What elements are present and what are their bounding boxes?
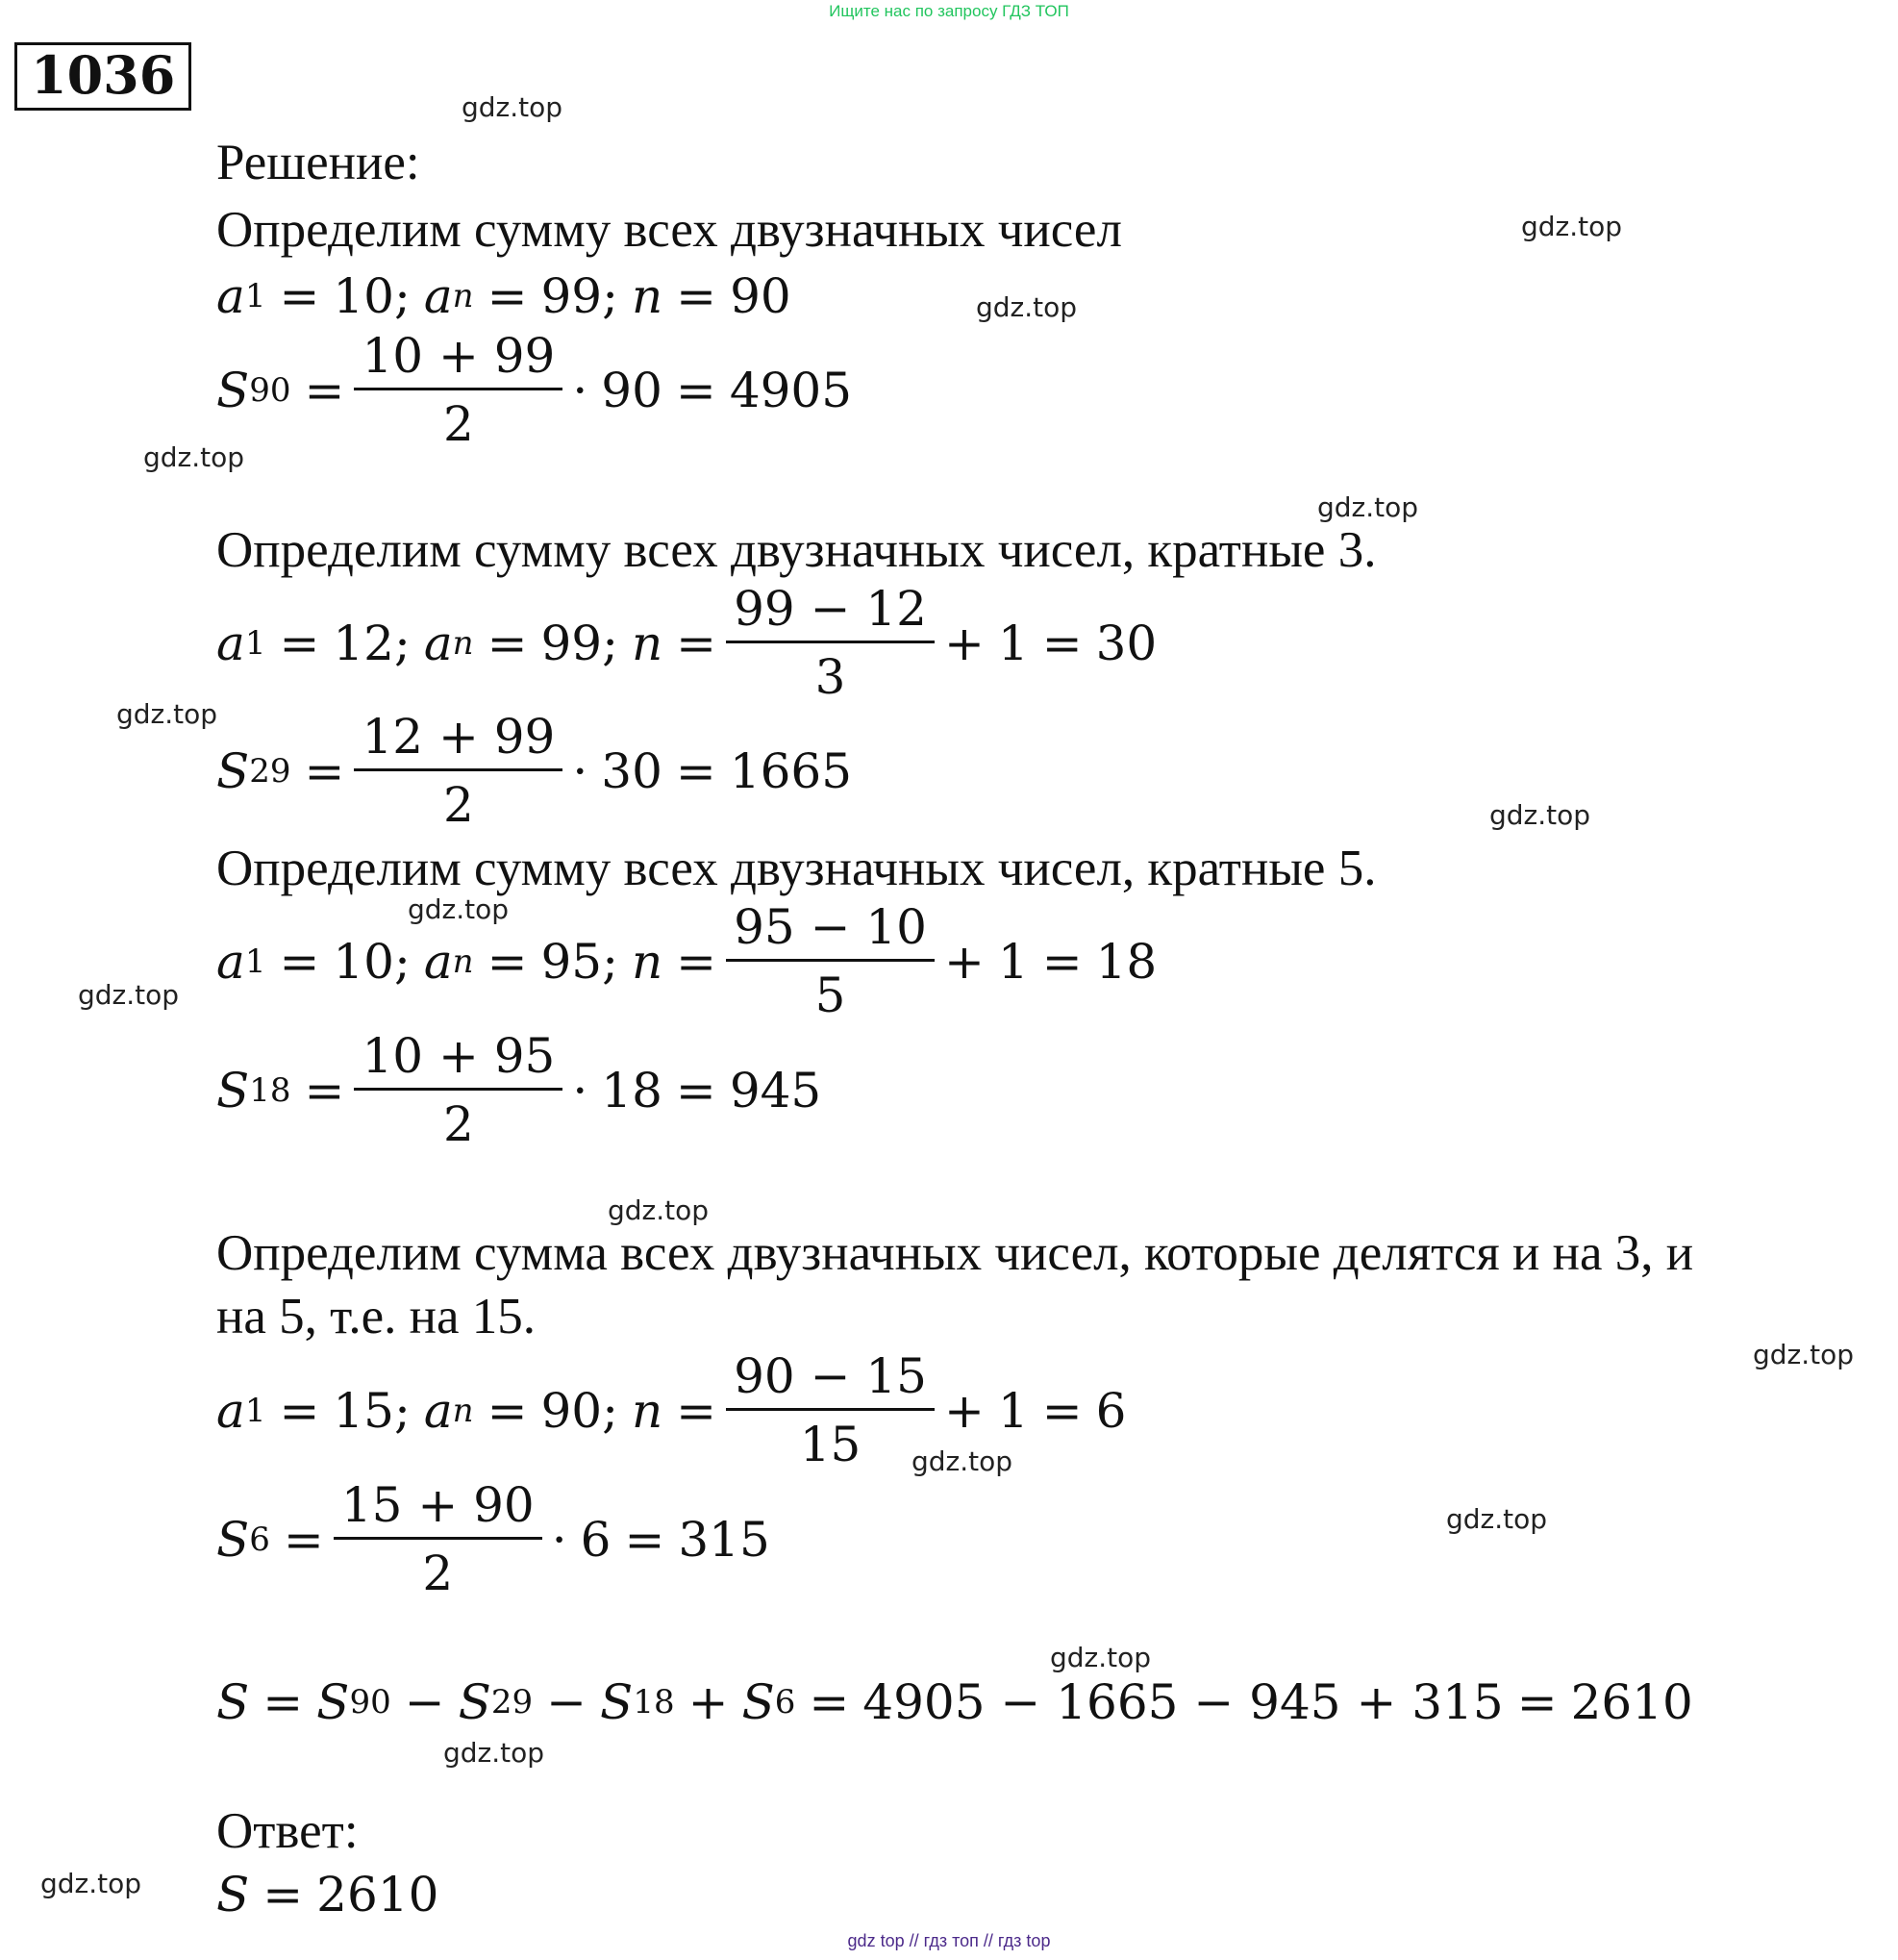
total-formula: S = S 90 − S 29 − S 18 + S 6 = 4905 − 1665 − 945 + 315 = 2610	[216, 1674, 1693, 1730]
footer-watermark: gdz top // гдз топ // гдз top	[847, 1931, 1051, 1950]
watermark: gdz.top	[443, 1737, 545, 1769]
solution-label: Решение:	[216, 135, 420, 190]
section-1-sum-fraction: $\frac{10 + 99}{2}$	[354, 332, 562, 448]
watermark: gdz.top	[143, 441, 245, 473]
section-2-n-fraction: $\frac{99 - 12}{3}$	[726, 585, 935, 701]
watermark: gdz.top	[408, 893, 510, 925]
section-3-n-fraction: $\frac{95 - 10}{5}$	[726, 903, 935, 1019]
watermark: gdz.top	[976, 291, 1078, 323]
watermark: gdz.top	[40, 1868, 142, 1899]
section-1-heading: Определим сумму всех двузначных чисел	[216, 202, 1122, 258]
section-4-sum-formula: S 6 = $\frac{15 + 90}{2}$ · 6 = 315	[216, 1477, 770, 1601]
section-2-heading: Определим сумму всех двузначных чисел, кратные 3.	[216, 522, 1377, 578]
section-1-sum-formula: S 90 = $\frac{10 + 99}{2}$ · 90 = 4905	[216, 328, 853, 452]
watermark: gdz.top	[78, 979, 180, 1011]
section-3-sum-fraction: $\frac{10 + 95}{2}$	[354, 1032, 562, 1148]
watermark: gdz.top	[608, 1194, 710, 1226]
watermark: gdz.top	[1753, 1339, 1855, 1370]
section-4-heading-line2: на 5, т.е. на 15.	[216, 1289, 536, 1344]
section-1-params: a 1 = 10 ; a n = 99 ; n = 90	[216, 268, 791, 324]
watermark: gdz.top	[116, 698, 218, 730]
watermark: gdz.top	[1317, 491, 1419, 523]
section-2-sum-formula: S 29 = $\frac{12 + 99}{2}$ · 30 = 1665	[216, 709, 853, 833]
section-2-params: a 1 = 12 ; a n = 99 ; n = $\frac{99 - 12}{3}$ + 1 = 30	[216, 581, 1158, 705]
answer-value: S = 2610	[216, 1867, 439, 1922]
section-4-heading-line1: Определим сумма всех двузначных чисел, которые делятся и на 3, и	[216, 1225, 1694, 1281]
section-3-params: a 1 = 10 ; a n = 95 ; n = $\frac{95 - 10}{5}$ + 1 = 18	[216, 899, 1158, 1023]
answer-label: Ответ:	[216, 1803, 359, 1859]
section-4-sum-fraction: $\frac{15 + 90}{2}$	[334, 1481, 542, 1597]
top-banner: Ищите нас по запросу ГДЗ ТОП	[829, 2, 1069, 20]
watermark: gdz.top	[1050, 1642, 1152, 1673]
section-4-n-fraction: $\frac{90 - 15}{15}$	[726, 1352, 935, 1469]
watermark: gdz.top	[462, 91, 563, 123]
watermark: gdz.top	[1521, 211, 1623, 242]
section-3-sum-formula: S 18 = $\frac{10 + 95}{2}$ · 18 = 945	[216, 1028, 822, 1152]
section-4-params: a 1 = 15 ; a n = 90 ; n = $\frac{90 - 15}{15}$ + 1 = 6	[216, 1348, 1127, 1472]
problem-number: 1036	[14, 42, 191, 111]
section-3-heading: Определим сумму всех двузначных чисел, кратные 5.	[216, 841, 1377, 896]
watermark: gdz.top	[1446, 1503, 1548, 1535]
watermark: gdz.top	[912, 1445, 1013, 1477]
section-2-sum-fraction: $\frac{12 + 99}{2}$	[354, 713, 562, 829]
watermark: gdz.top	[1489, 799, 1591, 831]
